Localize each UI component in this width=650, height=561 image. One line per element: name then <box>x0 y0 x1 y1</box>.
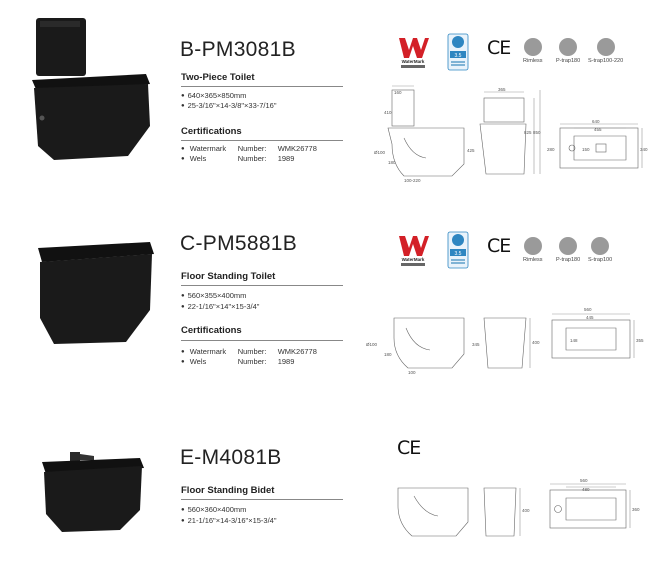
svg-text:100: 100 <box>408 370 416 375</box>
ce-mark: CE <box>487 37 511 59</box>
svg-text:640: 640 <box>592 119 600 124</box>
svg-text:410: 410 <box>384 110 392 115</box>
svg-text:3.5: 3.5 <box>454 251 462 257</box>
wels-rating-logo <box>447 33 469 71</box>
rimless-icon <box>524 38 542 56</box>
p-trap-feature: P-trap180 <box>556 38 580 64</box>
dimension-mm: ● 640×365×850mm <box>181 91 246 100</box>
dimension-inch: ● 25-3/16"×14-3/8"×33-7/16" <box>181 101 277 110</box>
svg-text:365: 365 <box>498 87 506 92</box>
ce-mark: CE <box>397 437 421 459</box>
p-trap-feature: P-trap180 <box>556 237 580 263</box>
svg-text:100-220: 100-220 <box>404 178 421 183</box>
divider <box>181 285 343 286</box>
dimension-inch: ● 22-1/16"×14"×15-3/4" <box>181 302 259 311</box>
svg-text:WaterMark: WaterMark <box>401 59 425 64</box>
svg-text:560: 560 <box>584 307 592 312</box>
svg-text:180: 180 <box>384 352 392 357</box>
product-type: Floor Standing Toilet <box>181 271 276 282</box>
technical-drawing <box>364 307 650 378</box>
cert-watermark: ● Watermark Number: WMK26778 <box>181 347 317 356</box>
dimension-mm: ● 560×360×400mm <box>181 505 246 514</box>
rimless-icon <box>524 237 542 255</box>
cert-wels: ● Wels Number: 1989 <box>181 357 294 366</box>
svg-text:360: 360 <box>632 507 640 512</box>
two-piece-toilet-photo <box>18 18 153 163</box>
technical-drawing <box>364 84 650 184</box>
dimension-inch: ● 21-1/16"×14-3/16"×15-3/4" <box>181 516 277 525</box>
dimension-mm: ● 560×355×400mm <box>181 291 246 300</box>
model-name: E-M4081B <box>180 446 282 469</box>
svg-text:355: 355 <box>636 338 644 343</box>
floor-standing-toilet-photo <box>30 238 160 348</box>
product-type: Floor Standing Bidet <box>181 485 275 496</box>
s-trap-icon <box>597 38 615 56</box>
s-trap-feature: S-trap100 <box>588 237 612 263</box>
svg-text:400: 400 <box>522 508 530 513</box>
svg-text:340: 340 <box>640 147 648 152</box>
svg-text:480: 480 <box>582 487 590 492</box>
model-name: C-PM5881B <box>180 232 298 255</box>
svg-text:Ø100: Ø100 <box>374 150 386 155</box>
svg-text:WaterMark: WaterMark <box>401 257 425 262</box>
divider <box>181 340 343 341</box>
svg-text:455: 455 <box>594 127 602 132</box>
ce-mark: CE <box>487 235 511 257</box>
certifications-heading: Certifications <box>181 325 242 336</box>
svg-text:850: 850 <box>533 130 541 135</box>
model-name: B-PM3081B <box>180 38 296 61</box>
svg-text:425: 425 <box>467 148 475 153</box>
rimless-feature: Rimless <box>523 38 543 64</box>
svg-text:148: 148 <box>570 338 578 343</box>
p-trap-icon <box>559 237 577 255</box>
cert-watermark: ● Watermark Number: WMK26778 <box>181 144 317 153</box>
svg-text:180: 180 <box>388 160 396 165</box>
divider <box>181 499 343 500</box>
svg-text:345: 345 <box>472 342 480 347</box>
p-trap-icon <box>559 38 577 56</box>
rimless-feature: Rimless <box>523 237 543 263</box>
svg-text:160: 160 <box>394 90 402 95</box>
wels-rating-logo <box>447 231 469 269</box>
divider <box>181 86 343 87</box>
divider <box>181 140 343 141</box>
svg-text:825: 825 <box>524 130 532 135</box>
svg-text:400: 400 <box>532 340 540 345</box>
s-trap-icon <box>591 237 609 255</box>
cert-wels: ● Wels Number: 1989 <box>181 154 294 163</box>
floor-standing-bidet-photo <box>36 448 146 533</box>
svg-text:445: 445 <box>586 315 594 320</box>
technical-drawing <box>384 478 650 542</box>
svg-text:Ø100: Ø100 <box>366 342 378 347</box>
product-type: Two-Piece Toilet <box>181 72 255 83</box>
certifications-heading: Certifications <box>181 126 242 137</box>
svg-text:560: 560 <box>580 478 588 483</box>
s-trap-feature: S-trap100-220 <box>588 38 623 64</box>
watermark-logo <box>395 34 431 70</box>
svg-text:150: 150 <box>582 147 590 152</box>
svg-text:3.5: 3.5 <box>454 53 462 59</box>
watermark-logo <box>395 232 431 268</box>
svg-text:280: 280 <box>547 147 555 152</box>
